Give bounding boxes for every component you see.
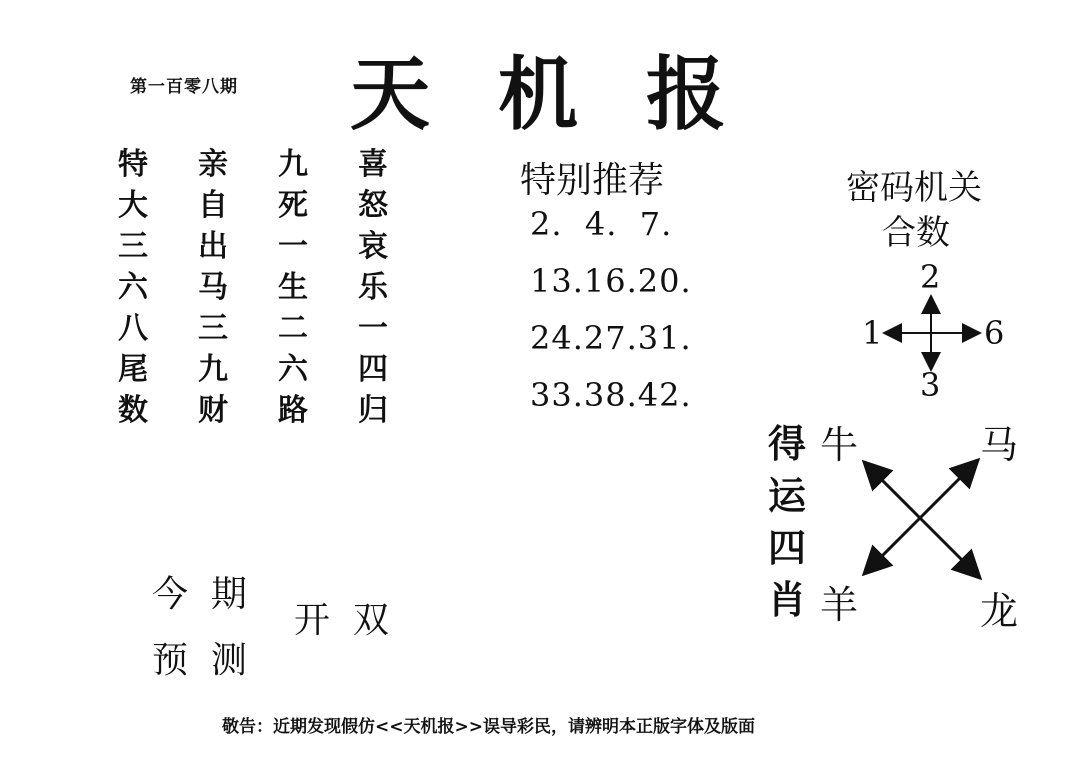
zodiac-ox: 牛 (820, 423, 859, 467)
grid-cell: 九 (198, 351, 228, 387)
grid-cell: 六 (118, 269, 148, 305)
x-arrow-dragon (920, 518, 978, 576)
grid-cell: 归 (358, 392, 388, 428)
luck-label-char: 运 (768, 474, 807, 518)
recommend-row: 24.27.31. (530, 319, 692, 357)
zodiac-dragon: 龙 (980, 589, 1019, 633)
newspaper-title: 天机报 (350, 47, 794, 141)
grid-cell: 哀 (358, 228, 388, 264)
code-left-number: 1 (862, 314, 883, 352)
grid-cell: 九 (278, 146, 308, 182)
grid-cell: 路 (278, 392, 308, 428)
recommend-row: 33.38.42. (530, 376, 692, 414)
code-right-number: 6 (984, 314, 1005, 352)
code-top-number: 2 (920, 258, 941, 296)
x-arrow-ox (866, 464, 920, 518)
grid-cell: 财 (198, 392, 228, 428)
luck-label-char: 四 (768, 526, 807, 570)
zodiac-goat: 羊 (820, 583, 859, 627)
code-subtitle: 合数 (882, 213, 950, 253)
grid-cell: 八 (118, 310, 148, 346)
recommend-row: 2. 4. 7. (530, 205, 673, 243)
grid-cell: 二 (278, 310, 308, 346)
grid-cell: 马 (198, 269, 228, 305)
prediction-label-line1: 今 期 (152, 574, 247, 615)
x-arrow-horse (920, 462, 976, 518)
prediction-label-line2: 预 测 (152, 640, 247, 681)
grid-cell: 乐 (358, 269, 388, 305)
recommend-title: 特别推荐 (520, 160, 665, 201)
x-arrow-goat (866, 518, 920, 572)
grid-cell: 出 (198, 228, 228, 264)
grid-cell: 尾 (118, 351, 148, 387)
prediction-value: 开 双 (294, 600, 389, 641)
grid-cell: 自 (198, 187, 228, 223)
grid-cell: 三 (198, 310, 228, 346)
grid-cell: 四 (358, 351, 388, 387)
grid-cell: 三 (118, 228, 148, 264)
luck-label-char: 肖 (768, 578, 807, 622)
zodiac-horse: 马 (980, 423, 1019, 467)
grid-cell: 生 (278, 269, 308, 305)
grid-cell: 特 (118, 146, 148, 182)
issue-number: 第一百零八期 (130, 77, 238, 97)
footer-notice: 敬告：近期发现假仿<<天机报>>误导彩民，请辨明本正版字体及版面 (222, 717, 755, 737)
luck-label-char: 得 (768, 422, 807, 466)
grid-cell: 六 (278, 351, 308, 387)
recommend-row: 13.16.20. (530, 262, 692, 300)
grid-cell: 喜 (358, 146, 388, 182)
grid-cell: 怒 (358, 187, 388, 223)
grid-cell: 一 (278, 228, 308, 264)
grid-cell: 大 (118, 187, 148, 223)
grid-cell: 数 (118, 392, 148, 428)
grid-cell: 亲 (198, 146, 228, 182)
grid-cell: 死 (278, 187, 308, 223)
code-bottom-number: 3 (920, 366, 941, 404)
grid-cell: 一 (358, 310, 388, 346)
code-title: 密码机关 (846, 168, 982, 208)
